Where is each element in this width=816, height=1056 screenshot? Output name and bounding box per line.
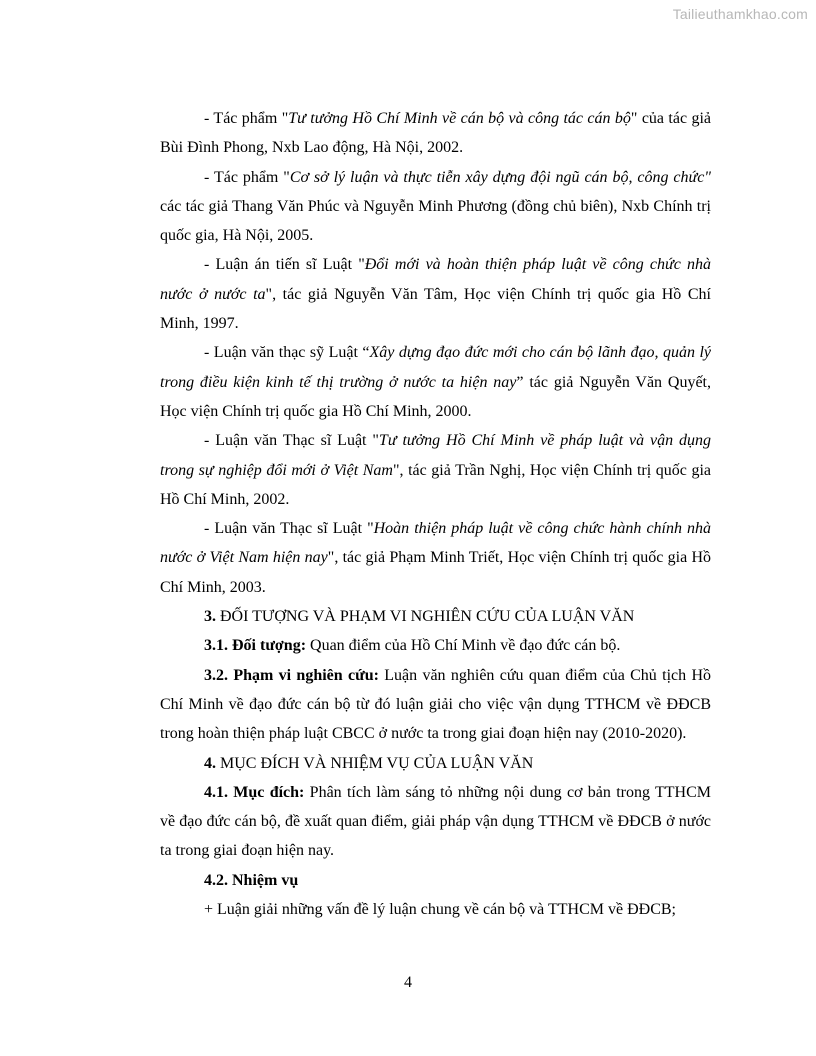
reference-item: - Luận văn Thạc sĩ Luật "Hoàn thiện pháp luật về công chức hành chính nhà nước ở Việt Nam hiện nay", tác giả Phạm Minh Triết, Học viện Chính trị quốc gia Hồ Chí Minh, 2003. — [160, 520, 712, 596]
document-body — [160, 104, 711, 924]
section-heading-4: 4. MỤC ĐÍCH VÀ NHIỆM VỤ CỦA LUẬN VĂN — [204, 754, 534, 772]
page-number: 4 — [404, 974, 412, 991]
reference-item: - Luận văn Thạc sĩ Luật "Tư tưởng Hồ Chí Minh về pháp luật và vận dụng trong sự nghiệp đổi mới ở Việt Nam", tác giả Trần Nghị, Học viện Chính trị quốc gia Hồ Chí Minh, 2002. — [160, 432, 712, 508]
section-heading-3: 3. ĐỐI TƯỢNG VÀ PHẠM VI NGHIÊN CỨU CỦA LUẬN VĂN — [204, 608, 635, 626]
subsection-4-1: 4.1. Mục đích: Phân tích làm sáng tỏ những nội dung cơ bản trong TTHCM về đạo đức cán bộ, đề xuất quan điểm, giải pháp vận dụng TTHCM về ĐĐCB ở nước ta trong giai đoạn hiện nay. — [160, 783, 711, 860]
reference-item: - Luận án tiến sĩ Luật "Đổi mới và hoàn thiện pháp luật về công chức nhà nước ở nước ta", tác giả Nguyễn Văn Tâm, Học viện Chính trị quốc gia Hồ Chí Minh, 1997. — [160, 256, 712, 333]
reference-item: - Tác phẩm "Tư tưởng Hồ Chí Minh về cán bộ và công tác cán bộ" của tác giả Bùi Đình Phong, Nxb Lao động, Hà Nội, 2002. — [160, 110, 711, 157]
watermark: Tailieuthamkhao.com — [672, 6, 808, 22]
subsection-3-2: 3.2. Phạm vi nghiên cứu: Luận văn nghiên cứu quan điểm của Chủ tịch Hồ Chí Minh về đạo đức cán bộ từ đó luận giải cho việc vận dụng TTHCM về ĐĐCB trong hoàn thiện pháp luật CBCC ở nước ta trong giai đoạn hiện nay (2010-2020). — [160, 666, 711, 743]
reference-item: - Tác phẩm "Cơ sở lý luận và thực tiễn xây dựng đội ngũ cán bộ, công chức" các tác giả Thang Văn Phúc và Nguyễn Minh Phương (đồng chủ biên), Nxb Chính trị quốc gia, Hà Nội, 2005. — [160, 168, 712, 245]
task-item: + Luận giải những vấn đề lý luận chung về cán bộ và TTHCM về ĐĐCB; — [204, 901, 676, 919]
subsection-3-1: 3.1. Đối tượng: Quan điểm của Hồ Chí Minh về đạo đức cán bộ. — [204, 637, 621, 655]
reference-item: - Luận văn thạc sỹ Luật “Xây dựng đạo đức mới cho cán bộ lãnh đạo, quản lý trong điều kiện kinh tế thị trường ở nước ta hiện nay” tác giả Nguyễn Văn Quyết, Học viện Chính trị quốc gia Hồ Chí Minh, 2000. — [160, 344, 711, 420]
subsection-4-2: 4.2. Nhiệm vụ — [204, 871, 299, 889]
